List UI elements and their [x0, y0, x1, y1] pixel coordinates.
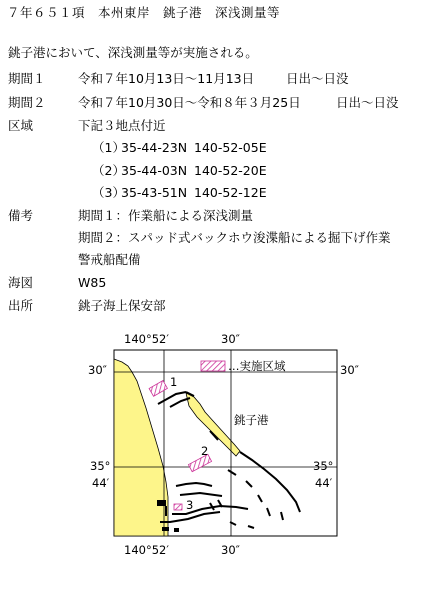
breakwater-block [162, 527, 169, 531]
area-point-num: （3） [92, 185, 125, 200]
period1-value: 令和７年10月13日～11月13日 [78, 71, 255, 86]
source-value: 銚子海上保安部 [78, 298, 166, 313]
bottom-lon-left: 140°52′ [124, 543, 169, 557]
area-point-lon: 140-52-05E [194, 140, 267, 155]
area-point-num: （2） [92, 163, 125, 178]
area-label-1: 1 [170, 375, 178, 389]
legend-label: …実施区域 [228, 359, 286, 373]
area-point-lon: 140-52-12E [194, 185, 267, 200]
lat-lower-left-min: 44′ [92, 476, 110, 490]
chart-value: W85 [78, 275, 107, 290]
legend-swatch [201, 361, 225, 371]
period2-hours: 日出～日没 [336, 95, 399, 110]
area-label-3: 3 [186, 498, 194, 512]
period1-hours: 日出～日没 [286, 71, 349, 86]
area-text: 下記３地点付近 [78, 118, 166, 133]
breakwater-block [157, 500, 166, 506]
bottom-lon-right: 30″ [221, 543, 240, 557]
remarks-line1: 期間１：作業船による深浅測量 [78, 208, 254, 223]
port-name-label: 銚子港 [234, 413, 269, 427]
area-label: 区域 [8, 118, 34, 133]
work-area-3 [174, 504, 182, 510]
area-point-lat: 35-43-51N [121, 185, 188, 200]
period2-value: 令和７年10月30日～令和８年３月25日 [78, 95, 301, 110]
lat-lower-left-deg: 35° [90, 459, 111, 473]
period2-label: 期間２ [8, 95, 46, 110]
area-label-2: 2 [201, 444, 209, 458]
top-lon-left: 140°52′ [124, 332, 169, 346]
notice-intro: 銚子港において、深浅測量等が実施される。 [8, 45, 258, 60]
area-point-lon: 140-52-20E [194, 163, 267, 178]
chart-label: 海図 [8, 275, 34, 290]
area-point-lat: 35-44-03N [121, 163, 188, 178]
notice-title: ７年６５１項 本州東岸 銚子港 深浅測量等 [7, 5, 281, 20]
lat-lower-right-deg: 35° [313, 459, 334, 473]
remarks-line2: 期間２：スパッド式バックホウ浚渫船による掘下げ作業 [78, 230, 391, 245]
lat-upper-left: 30″ [88, 363, 107, 377]
remarks-label: 備考 [8, 208, 34, 223]
area-point-lat: 35-44-23N [121, 140, 188, 155]
lat-lower-right-min: 44′ [315, 476, 333, 490]
source-label: 出所 [8, 298, 34, 313]
lat-upper-right: 30″ [340, 363, 359, 377]
top-lon-right: 30″ [221, 332, 240, 346]
area-point-num: （1） [92, 140, 125, 155]
period1-label: 期間１ [8, 71, 46, 86]
breakwater-block [174, 528, 179, 532]
remarks-line3: 警戒船配備 [78, 252, 141, 267]
